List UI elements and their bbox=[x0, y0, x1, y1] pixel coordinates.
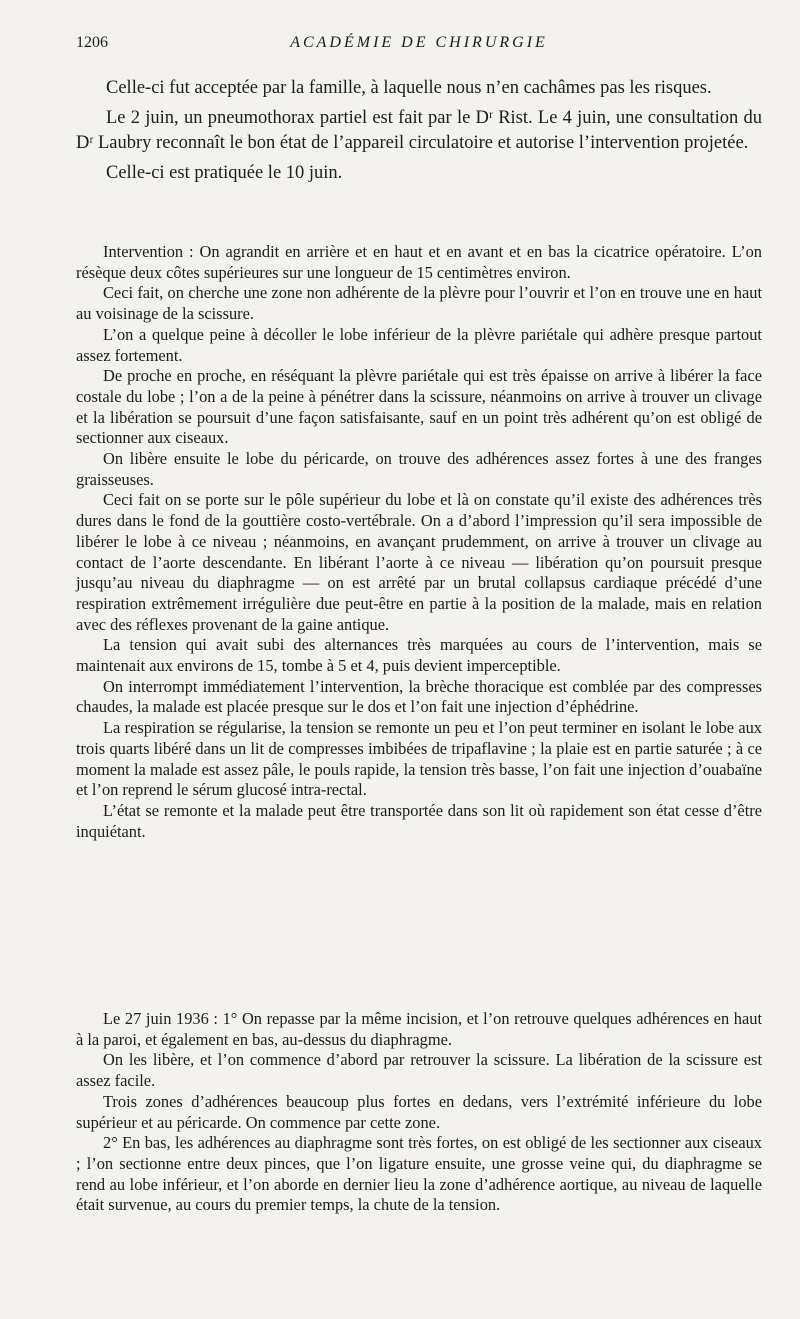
paragraph: 2° En bas, les adhérences au diaphragme sont très fortes, on est obligé de les sectionner aux ciseaux ; l’on sectionne entre deux pinces, que l’on ligature ensuite, une grosse veine qui, du diaphragme se rend au lobe inférieur, et l’on aborde en dernier lieu la zone d’adhérence aortique, au niveau de laquelle était survenue, au cours du premier temps, la chute de la tension. bbox=[76, 1133, 762, 1215]
paragraph: L’état se remonte et la malade peut être transportée dans son lit où rapidement son état cesse d’être inquiétant. bbox=[76, 800, 762, 841]
second-operation-text bbox=[76, 1009, 762, 1216]
paragraph: On les libère, et l’on commence d’abord par retrouver la scissure. La libération de la scissure est assez facile. bbox=[76, 1050, 762, 1091]
lead-text bbox=[76, 76, 762, 186]
paragraph: La respiration se régularise, la tension se remonte un peu et l’on peut terminer en isolant le lobe aux trois quarts libéré dans un lit de compresses imbibées de tripaflavine ; la plaie est en partie saturée ; à ce moment la malade est assez pâle, le pouls rapide, la tension très basse, l’on fait une injection d’ouabaïne et l’on reprend le sérum glucosé intra-rectal. bbox=[76, 718, 762, 800]
page-header bbox=[76, 34, 762, 58]
running-title: ACADÉMIE DE CHIRURGIE bbox=[290, 34, 548, 51]
paragraph: On interrompt immédiatement l’intervention, la brèche thoracique est comblée par des compresses chaudes, la malade est placée presque sur le dos et l’on fait une injection d’éphédrine. bbox=[76, 676, 762, 717]
paragraph: On libère ensuite le lobe du péricarde, on trouve des adhérences assez fortes à une des franges graisseuses. bbox=[76, 449, 762, 489]
paragraph: De proche en proche, en réséquant la plèvre pariétale qui est très épaisse on arrive à libérer la face costale du lobe ; l’on a de la peine à pénétrer dans la scissure, néanmoins on arrive à trouver un clivage et la libération se poursuit d’une façon satisfaisante, sauf en un point très adhérent qu’on est obligé de sectionner aux ciseaux. bbox=[76, 366, 762, 448]
paragraph: Intervention : On agrandit en arrière et en haut et en avant et en bas la cicatrice opératoire. L’on résèque deux côtes supérieures sur une longueur de 15 centimètres environ. bbox=[76, 242, 762, 282]
paragraph: Le 27 juin 1936 : 1° On repasse par la même incision, et l’on retrouve quelques adhérences en haut à la paroi, et également en bas, au-dessus du diaphragme. bbox=[76, 1009, 762, 1049]
paragraph: Celle-ci fut acceptée par la famille, à laquelle nous n’en cachâmes pas les risques. bbox=[106, 78, 712, 98]
intervention-text bbox=[76, 242, 762, 842]
paragraph: Celle-ci est pratiquée le 10 juin. bbox=[106, 163, 343, 183]
paragraph: La tension qui avait subi des alternances très marquées au cours de l’intervention, mais se maintenait aux environs de 15, tombe à 5 et 4, puis devient imperceptible. bbox=[76, 635, 762, 676]
paragraph: Trois zones d’adhérences beaucoup plus fortes en dedans, vers l’extrémité inférieure du lobe supérieur et au péricarde. On commence par cette zone. bbox=[76, 1091, 762, 1132]
page-number: 1206 bbox=[76, 34, 108, 51]
paragraph: Le 2 juin, un pneumothorax partiel est fait par le Dʳ Rist. Le 4 juin, une consultation du Dʳ Laubry reconnaît le bon état de l’appareil circulatoire et autorise l’intervention projetée. bbox=[76, 108, 762, 153]
paragraph: Ceci fait, on cherche une zone non adhérente de la plèvre pour l’ouvrir et l’on en trouve une en haut au voisinage de la scissure. bbox=[76, 283, 762, 324]
paragraph: Ceci fait on se porte sur le pôle supérieur du lobe et là on constate qu’il existe des adhérences très dures dans le fond de la gouttière costo-vertébrale. On a d’abord l’impression qu’il sera impossible de libérer le lobe à ce niveau ; néanmoins, en avançant prudemment, on arrive à trouver un clivage au contact de l’aorte descendante. En libérant l’aorte à ce niveau — libération qu’on poursuit presque jusqu’au niveau du diaphragme — on est arrêté par un brutal collapsus cardiaque précédé d’une respiration extrêmement irrégulière due peut-être en partie à la position de la malade, mais en relation avec des réflexes provenant de la gaine antique. bbox=[76, 490, 762, 634]
paragraph: L’on a quelque peine à décoller le lobe inférieur de la plèvre pariétale qui adhère presque partout assez fortement. bbox=[76, 324, 762, 365]
